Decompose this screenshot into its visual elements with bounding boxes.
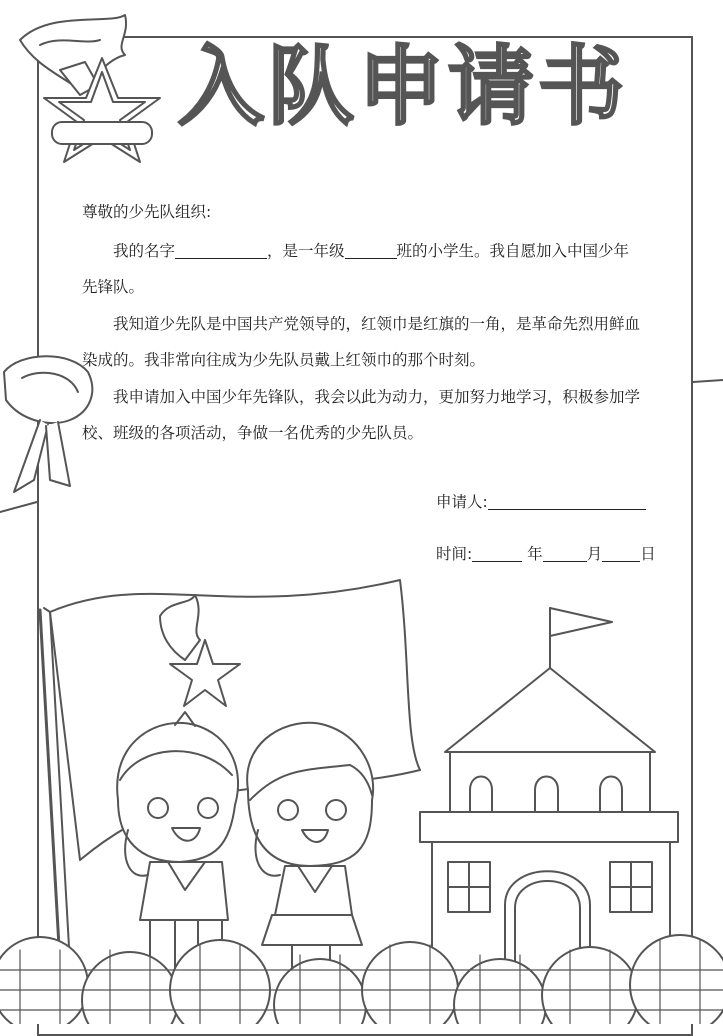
intro-rest: 班的小学生。我自愿加入中国少年先锋队。 <box>82 241 630 296</box>
applicant-line <box>436 490 646 512</box>
paragraph-intro <box>82 233 642 306</box>
applicant-blank <box>488 491 646 510</box>
intro-grade-label: ，是一年级 <box>267 241 345 260</box>
applicant-label: 申请人: <box>436 493 488 511</box>
school-building-illustration <box>420 608 678 1002</box>
letter-body <box>82 194 642 452</box>
year-label: 年 <box>527 545 543 563</box>
time-label: 时间: <box>436 545 473 563</box>
name-blank <box>175 240 267 259</box>
salutation: 尊敬的少先队组织: <box>82 203 212 221</box>
red-scarf-icon <box>0 356 92 512</box>
month-label: 月 <box>586 545 603 563</box>
paragraph-pledge: 我申请加入中国少年先锋队，我会以此为动力，更加努力地学习，积极参加学校、班级的各项活动，争做一名优秀的少先队员。 <box>82 387 641 442</box>
day-label: 日 <box>640 545 656 563</box>
month-blank <box>543 543 587 562</box>
class-blank <box>345 240 397 259</box>
date-line <box>436 542 656 564</box>
paragraph-meaning: 我知道少先队是中国共产党领导的，红领巾是红旗的一角，是革命先烈用鲜血染成的。我非常向往成为少先队员戴上红领巾的那个时刻。 <box>82 314 641 369</box>
page-title: 入队申请书 <box>178 37 628 137</box>
year-blank <box>472 543 522 562</box>
divider-line <box>693 380 723 382</box>
intro-name-label: 我的名字 <box>113 241 176 260</box>
torch-star-badge-icon <box>20 15 160 162</box>
day-blank <box>602 543 640 562</box>
